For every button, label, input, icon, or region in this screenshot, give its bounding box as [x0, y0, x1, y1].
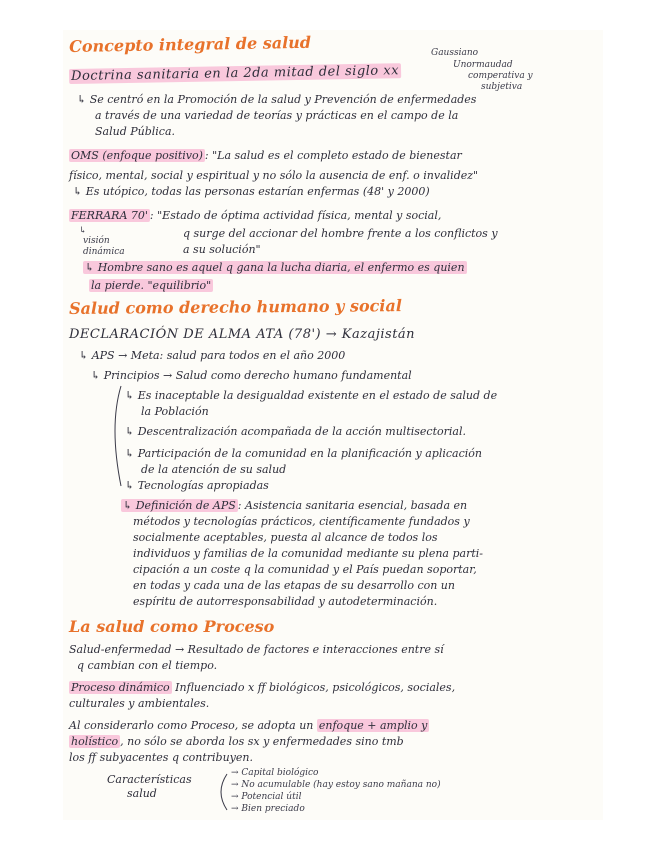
side-note-line-4: subjetiva: [481, 82, 523, 92]
definicion-line-3: socialmente aceptables, puesta al alcance de todos los: [133, 531, 438, 544]
principio-item-2: ↳ Descentralización acompañada de la acción multisectorial.: [125, 425, 466, 438]
alma-ata-declaration: DECLARACIÓN DE ALMA ATA (78') → Kazajistán: [69, 327, 416, 342]
side-note-line-2: Unormaudad: [453, 60, 513, 70]
definicion-line-6: en todas y cada una de las etapas de su desarrollo con un: [133, 579, 455, 592]
definicion-block: [121, 500, 467, 513]
doctrina-heading: Doctrina sanitaria en la 2da mitad del siglo xx: [70, 63, 400, 84]
ferrara-block: [69, 210, 441, 223]
definicion-line-1: : Asistencia sanitaria esencial, basada en: [237, 499, 468, 512]
principio-item-1: ↳ Es inaceptable la desigualdad existente en el estado de salud de: [125, 389, 498, 402]
proceso-block: [69, 682, 455, 695]
caracteristicas-label-salud: salud: [127, 787, 157, 800]
proceso-text: Influenciado x ff biológicos, psicológicos, sociales,: [171, 681, 456, 694]
salud-enfermedad-line: Salud-enfermedad → Resultado de factores e interacciones entre sí: [69, 643, 444, 656]
caracteristica-1: → Capital biológico: [231, 768, 319, 778]
principio-item-1-cont: la Población: [141, 405, 209, 418]
ferrara-label: FERRARA 70': [71, 209, 148, 222]
ferrara-highlight-2: la pierde. "equilibrio": [91, 279, 212, 292]
principio-item-4: ↳ Tecnologías apropiadas: [125, 479, 269, 492]
considerarlo-line-1: Al considerarlo como Proceso, se adopta un enfoque + amplio y: [69, 719, 428, 732]
caracteristicas-label: Características: [107, 773, 192, 786]
doctrina-line-1: ↳ Se centró en la Promoción de la salud y Prevención de enfermedades: [77, 93, 477, 106]
proceso-cont: culturales y ambientales.: [69, 697, 210, 710]
principios-label: ↳ Principios → Salud como derecho humano fundamental: [91, 369, 412, 382]
section2-title: Salud como derecho humano y social: [68, 296, 402, 318]
oms-block: [69, 150, 462, 163]
ferrara-line-1: : "Estado de óptima actividad física, mental y social,: [149, 209, 442, 222]
principio-item-3-cont: de la atención de su salud: [141, 463, 287, 476]
oms-line-1: : "La salud es el completo estado de bienestar: [204, 149, 462, 162]
caracteristicas-bracket: [213, 772, 231, 812]
ferrara-margin-vision: visión: [83, 236, 110, 246]
ferrara-line-3: a su solución": [183, 243, 261, 256]
aps-meta: ↳ APS → Meta: salud para todos en el año 2000: [79, 349, 346, 362]
definicion-label: ↳ Definición de APS: [123, 499, 236, 512]
principio-item-3: ↳ Participación de la comunidad en la planificación y aplicación: [125, 447, 482, 460]
page-title: Concepto integral de salud: [68, 32, 312, 56]
definicion-line-7: espíritu de autorresponsabilidad y autodeterminación.: [133, 595, 438, 608]
section3-title: La salud como Proceso: [69, 617, 275, 636]
notebook-page: [63, 30, 603, 820]
definicion-line-4: individuos y familias de la comunidad mediante su plena parti-: [133, 547, 483, 560]
caracteristica-4: → Bien preciado: [231, 804, 305, 814]
ferrara-line-2: q surge del accionar del hombre frente a los conflictos y: [183, 227, 498, 240]
caracteristica-3: → Potencial útil: [231, 792, 302, 802]
ferrara-highlight-1: ↳ Hombre sano es aquel q gana la lucha diaria, el enfermo es quien: [85, 261, 465, 274]
salud-enfermedad-cont: q cambian con el tiempo.: [77, 659, 218, 672]
side-note-line-1: Gaussiano: [431, 48, 479, 58]
caracteristica-2: → No acumulable (hay estoy sano mañana no): [231, 780, 441, 790]
definicion-line-5: cipación a un coste q la comunidad y el País puedan soportar,: [133, 563, 477, 576]
doctrina-line-3: Salud Pública.: [95, 125, 176, 138]
oms-line-2: físico, mental, social y espiritual y no sólo la ausencia de enf. o invalidez": [69, 169, 479, 182]
oms-label: OMS (enfoque positivo): [71, 149, 203, 162]
principios-bracket: [107, 386, 127, 496]
side-note-line-3: comperativa y: [468, 71, 533, 81]
proceso-label: Proceso dinámico: [71, 681, 170, 694]
ferrara-margin-dinamica: dinámica: [83, 247, 125, 257]
definicion-line-2: métodos y tecnologías prácticos, científicamente fundados y: [133, 515, 470, 528]
doctrina-line-2: a través de una variedad de teorías y prácticas en el campo de la: [95, 109, 459, 122]
oms-line-3: ↳ Es utópico, todas las personas estarían enfermas (48' y 2000): [73, 185, 430, 198]
ferrara-margin-arrow: ↳: [79, 226, 87, 236]
considerarlo-line-2: holístico , no sólo se aborda los sx y enfermedades sino tmb: [71, 735, 404, 748]
considerarlo-line-3: los ff subyacentes q contribuyen.: [69, 751, 253, 764]
